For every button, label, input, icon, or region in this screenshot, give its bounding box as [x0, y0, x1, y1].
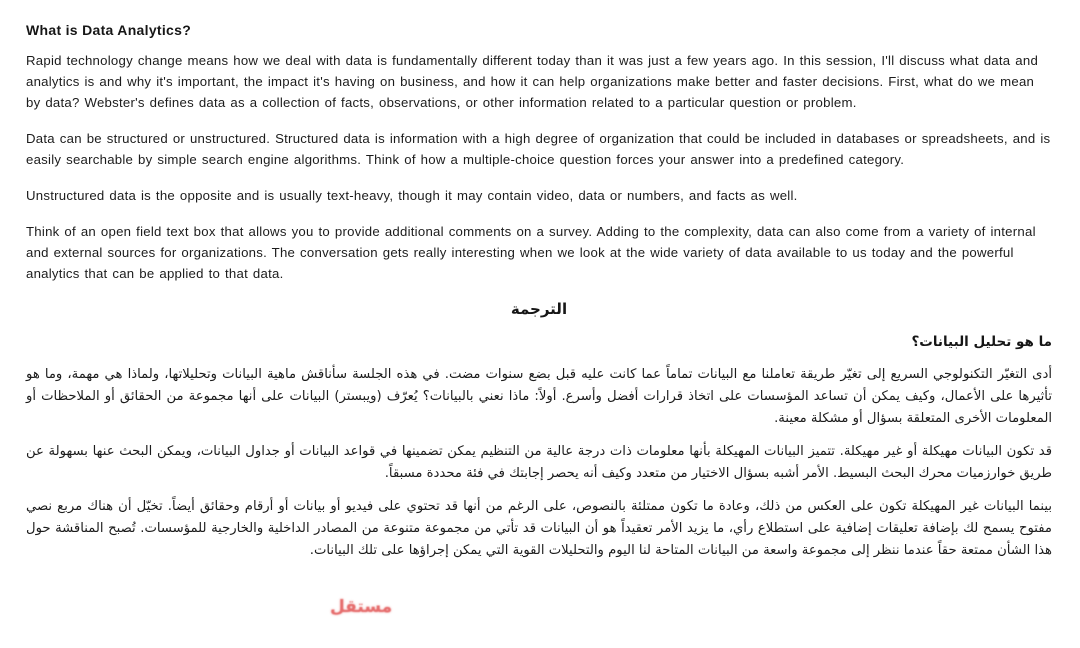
english-paragraph-4: Think of an open field text box that allows you to provide additional comments on a survey. Adding to the complexity, data can also come from a variety of internal and external sources for organizations. The conversation gets really interesting when we look at the wide variety of data available to us today and the powerful analytics that can be applied to that data.: [26, 224, 1036, 281]
translation-section-heading: الترجمة: [510, 300, 568, 318]
document-title: What is Data Analytics?: [26, 22, 192, 38]
arabic-paragraph-1: أدى التغيّر التكنولوجي السريع إلى تغيّر طريقة تعاملنا مع البيانات تماماً عما كانت عليه قبل بضع سنوات مضت. في هذه الجلسة سأناقش ماهية البيانات وتحليلاتها، ولماذا هي مهمة، وما هو تأثيرها على الأعمال، وكيف يمكن أن تساعد المؤسسات على اتخاذ قرارات أفضل وأسرع. أولاً: ماذا نعني بالبيانات؟ يُعرّف (ويبستر) البيانات على أنها مجموعة من الحقائق أو الملاحظات أو المعلومات الأخرى المتعلقة بسؤال أو مشكلة معينة.: [26, 367, 1052, 426]
english-paragraph-2: Data can be structured or unstructured. Structured data is information with a high degree of organization that could be included in databases or spreadsheets, and is easily searchable by simple search engine algorithms. Think of how a multiple-choice question forces your answer into a predefined category.: [26, 131, 1051, 167]
english-paragraph-1: Rapid technology change means how we deal with data is fundamentally different today than it was just a few years ago. In this session, I'll discuss what data and analytics is and why it's important, the impact it's having on business, and how it can help organizations make better and faster decisions. First, what do we mean by data? Webster's defines data as a collection of facts, observations, or other information related to a particular question or problem.: [26, 53, 1039, 110]
arabic-paragraph-2: قد تكون البيانات مهيكلة أو غير مهيكلة. تتميز البيانات المهيكلة بأنها معلومات ذات درجة عالية من التنظيم يمكن تضمينها في قواعد البيانات أو جداول البيانات، ويمكن البحث عنها بسهولة عن طريق خوارزميات محرك البحث البسيط. الأمر أشبه بسؤال الاختيار من متعدد وكيف أنه يحصر إجابتك في فئة محددة مسبقاً.: [26, 444, 1052, 481]
watermark-logo: مستقل: [330, 597, 393, 617]
arabic-paragraph-3: بينما البيانات غير المهيكلة تكون على العكس من ذلك، وعادة ما تكون ممتلئة بالنصوص، على الرغم من أنها قد تحتوي على فيديو أو بيانات أو أرقام وحقائق أيضاً. تخيّل أن هناك مربع نصي مفتوح يسمح لك بإضافة تعليقات إضافية على استطلاع رأي، ما يزيد الأمر تعقيداً هو أن البيانات قد تأتي من مجموعة متنوعة من المصادر الداخلية والخارجية للمؤسسات. تُصبح المناقشة حول هذا الشأن ممتعة حقاً عندما ننظر إلى مجموعة واسعة من البيانات المتاحة لنا اليوم والتحليلات القوية التي يمكن إجراؤها على تلك البيانات.: [26, 499, 1052, 558]
arabic-title: ما هو تحليل البيانات؟: [911, 334, 1052, 350]
english-paragraph-3: Unstructured data is the opposite and is usually text-heavy, though it may contain video, data or numbers, and facts as well.: [26, 188, 798, 203]
